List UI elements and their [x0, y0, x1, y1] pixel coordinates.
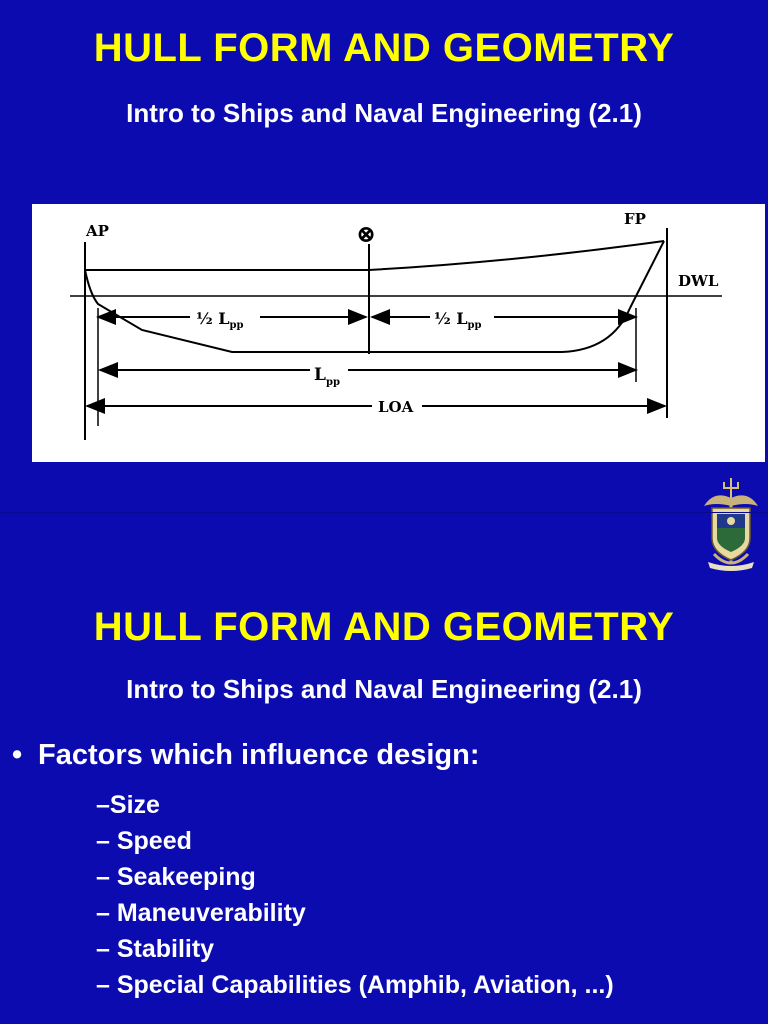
midship-symbol: ⊗: [356, 219, 377, 248]
loa-label: LOA: [378, 398, 414, 416]
half-lpp-left-label: ½ $L_{pp}$: [196, 309, 244, 331]
slide-2: [0, 512, 768, 1024]
list-item: – Seakeeping: [96, 863, 256, 891]
list-item: – Maneuverability: [96, 899, 306, 927]
list-item: – Speed: [96, 827, 192, 855]
ap-label: AP: [86, 222, 109, 240]
list-item: – Stability: [96, 935, 215, 963]
factors-heading: Factors which influence design:: [38, 739, 480, 771]
lpp-label: $L_{pp}$: [314, 365, 340, 388]
half-lpp-right-label: ½ $L_{pp}$: [434, 309, 482, 331]
bullet-marker: •: [12, 739, 23, 771]
hull-diagram-svg: [32, 204, 765, 462]
slide-1-subtitle: Intro to Ships and Naval Engineering (2.1): [126, 98, 642, 128]
dwl-label: DWL: [678, 272, 719, 290]
slide-2-subtitle: Intro to Ships and Naval Engineering (2.1): [126, 674, 642, 704]
hull-bottom: [85, 270, 630, 352]
list-item: – Special Capabilities (Amphib, Aviation, ...): [96, 971, 614, 999]
slide-1-title: HULL FORM AND GEOMETRY: [93, 26, 675, 70]
fp-label: FP: [624, 210, 646, 228]
factors-bullet: [12, 739, 480, 772]
bow-line: [630, 241, 664, 308]
slide-2-title: HULL FORM AND GEOMETRY: [93, 605, 675, 649]
factors-list: [96, 787, 614, 1003]
hull-diagram: [32, 204, 765, 462]
list-item: –Size: [96, 791, 160, 819]
